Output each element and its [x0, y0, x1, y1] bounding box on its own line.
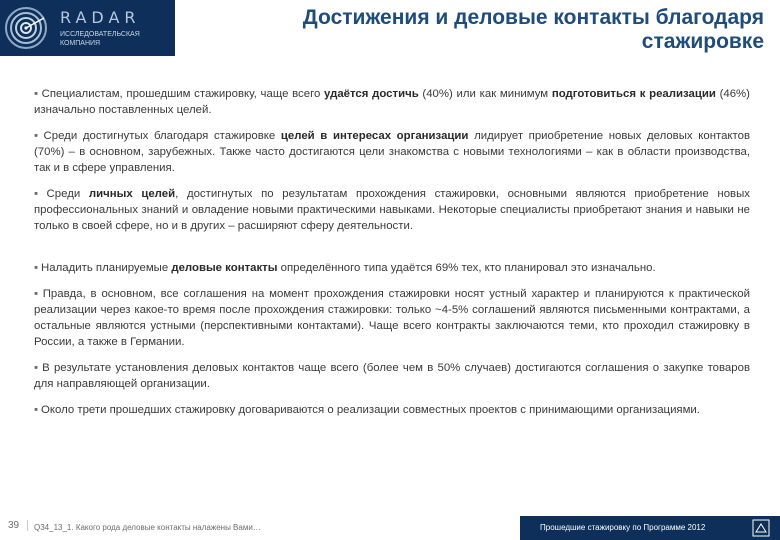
page-number: 39 [8, 520, 28, 531]
company-logo [0, 0, 175, 56]
paragraph-goals-achievement: ▪ Специалистам, прошедшим стажировку, чаще всего удаётся достичь (40%) или как минимум подготовиться к реализации (46%) изначально поставленных целей. [34, 88, 750, 116]
bullet-icon: ▪ [34, 130, 41, 142]
slide-footer [0, 514, 780, 540]
paragraph-agreements: ▪ Правда, в основном, все соглашения на момент прохождения стажировки носят устный характер и планируются к практической реализации через какое-то время после прохождения стажировки: только ~4-5% соглашений являются письменными контрактами, а остальные являются устными (перспективными контактами). Чаще всего контракты заключаются теми, кто проходил стажировку в России, а также в Германии. [34, 288, 750, 348]
logo-subtitle: ИССЛЕДОВАТЕЛЬСКАЯ КОМПАНИЯ [60, 31, 140, 47]
slide-content [34, 86, 750, 428]
slide-header [0, 0, 780, 68]
paragraph-business-contacts: ▪ Наладить планируемые деловые контакты определённого типа удаётся 69% тех, кто планировал это изначально. [34, 262, 656, 274]
bold-phrase: подготовиться к реализации [551, 88, 716, 100]
bullet-icon: ▪ [34, 188, 44, 200]
bold-phrase: целей в интересах организации [280, 130, 469, 142]
bold-phrase: деловые контакты [171, 262, 278, 274]
paragraph-joint-projects: ▪ Около трети прошедших стажировку договариваются о реализации совместных проектов с принимающими организациями. [34, 404, 700, 416]
survey-question: Q34_13_1. Какого рода деловые контакты налажены Вами… [34, 523, 261, 532]
page-title: Достижения и деловые контакты благодаря стажировке [302, 6, 764, 53]
sample-base-label: Прошедшие стажировку по Программе 2012 [540, 523, 706, 532]
paragraph-purchase-agreements: ▪ В результате установления деловых контактов чаще всего (более чем в 50% случаев) достигаются соглашения о закупке товаров для направляющей организации. [34, 362, 750, 390]
sample-base-bar [520, 516, 780, 540]
paragraph-personal-goals: ▪ Среди личных целей, достигнутых по результатам прохождения стажировки, основными являются приобретение новых профессиональных знаний и овладение новыми практическими навыками. Некоторые специалисты приобретают знания и навыки не только в своей сфере, но и в других – расширяют сферу деятельности. [34, 188, 750, 232]
bullet-icon: ▪ [34, 362, 40, 374]
bullet-icon: ▪ [34, 262, 39, 274]
radar-logo-icon [4, 6, 48, 50]
bold-phrase: удаётся достичь [324, 88, 419, 100]
paragraph-organization-goals: ▪ Среди достигнутых благодаря стажировке целей в интересах организации лидирует приобретение новых деловых контактов (70%) – в основном, зарубежных. Также часто достигаются цели знакомства с новыми технологиями – как в области производства, так и в сфере управления. [34, 130, 751, 174]
corner-logo-icon [752, 519, 770, 537]
bullet-icon: ▪ [34, 88, 39, 100]
bullet-icon: ▪ [34, 404, 39, 416]
logo-name: RADAR [60, 8, 141, 27]
bold-phrase: личных целей [88, 188, 176, 200]
bullet-icon: ▪ [34, 288, 40, 300]
